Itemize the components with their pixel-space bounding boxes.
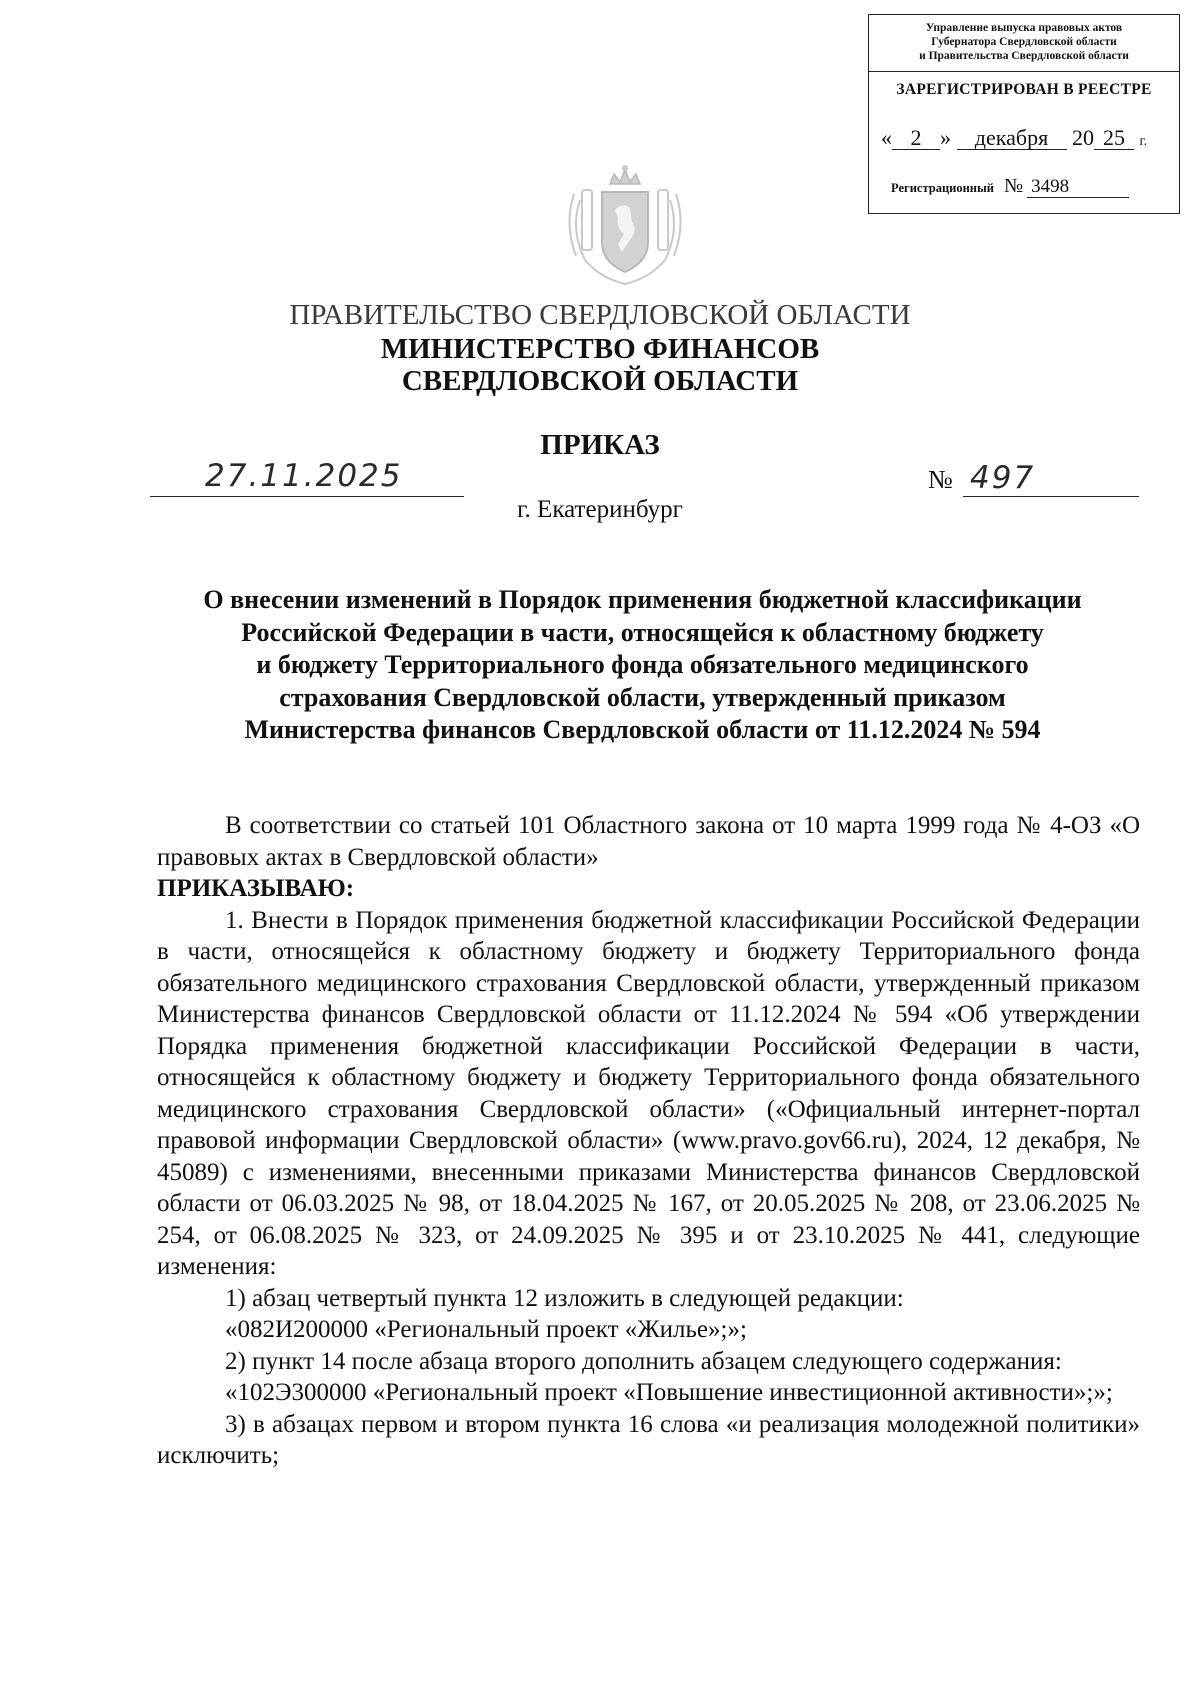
title-line: Министерства финансов Свердловской области от 11.12.2024 № 594 <box>244 715 1041 744</box>
coat-of-arms-emblem <box>560 160 690 290</box>
sub-item-2-text: «102Э300000 «Региональный проект «Повышение инвестиционной активности»;»; <box>225 1379 1113 1406</box>
sub-item-1-text: «082И200000 «Региональный проект «Жилье»;»; <box>225 1316 747 1343</box>
document-title <box>150 584 1135 747</box>
item-1: 1. Внести в Порядок применения бюджетной классификации Российской Федерации в части, относящейся к областному бюджету и бюджету Территориального фонда обязательного медицинского страхования Свердловской области, утвержденный приказом Министерства финансов Свердловской области от 11.12.2024 № 594 «Об утверждении Порядка применения бюджетной классификации Российской Федерации в части, относящейся к областному бюджету и бюджету Территориального фонда обязательного медицинского страхования Свердловской области» («Официальный интернет-портал правовой информации Свердловской области» (www.pravo.gov66.ru), 2024, 12 декабря, № 45089) с изменениями, внесенными приказами Министерства финансов Свердловской области от 06.03.2025 № 98, от 18.04.2025 № 167, от 20.05.2025 № 208, от 23.06.2025 № 254, от 06.08.2025 № 323, от 24.09.2025 № 395 и от 23.10.2025 № 441, следующие изменения: <box>157 906 1140 1280</box>
sub-item-2: 2) пункт 14 после абзаца второго дополнить абзацем следующего содержания: <box>225 1347 1062 1375</box>
document-body <box>157 810 1140 1472</box>
handwritten-number: 497 <box>970 460 1036 496</box>
stamp-org-line: Управление выпуска правовых актов <box>925 22 1123 34</box>
stamp-year-prefix: 20 <box>1072 125 1094 150</box>
stamp-reg-number: 3498 <box>1027 177 1129 198</box>
document-type: ПРИКАЗ <box>540 429 660 461</box>
stamp-number-sign: № <box>1003 175 1024 197</box>
stamp-divider <box>869 71 1179 72</box>
title-line: страхования Свердловской области, утвержденный приказом <box>279 682 1006 712</box>
title-line: и бюджету Территориального фонда обязательного медицинского <box>256 650 1029 679</box>
stamp-year-suffix: 25 <box>1094 127 1134 150</box>
registry-stamp <box>868 14 1180 214</box>
title-line: О внесении изменений в Порядок применения бюджетной классификации <box>203 585 1082 614</box>
region-heading: СВЕРДЛОВСКОЙ ОБЛАСТИ <box>401 365 799 397</box>
stamp-reg-number-line <box>891 175 1129 198</box>
stamp-organization <box>869 21 1179 63</box>
stamp-month: декабря <box>957 127 1067 150</box>
sub-item-1: 1) абзац четвертый пункта 12 изложить в следующей редакции: <box>225 1284 904 1312</box>
government-heading: ПРАВИТЕЛЬСТВО СВЕРДЛОВСКОЙ ОБЛАСТИ <box>289 299 911 331</box>
handwritten-date: 27.11.2025 <box>205 458 403 494</box>
stamp-org-line: Губернатора Свердловской области <box>931 36 1117 48</box>
stamp-org-line: и Правительства Свердловской области <box>919 50 1129 62</box>
stamp-quote-close: » <box>940 125 951 150</box>
stamp-reg-label: Регистрационный <box>891 181 994 195</box>
city: г. Екатеринбург <box>517 496 683 523</box>
sub-item-3: 3) в абзацах первом и втором пункта 16 слова «и реализация молодежной политики» исключить; <box>157 1410 1140 1469</box>
stamp-year-unit: г. <box>1139 134 1148 149</box>
preamble: В соответствии со статьей 101 Областного закона от 10 марта 1999 года № 4-ОЗ «О правовых актах в Свердловской области» <box>157 812 1140 871</box>
number-sign: № <box>928 465 953 494</box>
stamp-registered-label: ЗАРЕГИСТРИРОВАН В РЕЕСТРЕ <box>896 81 1152 98</box>
title-line: Российской Федерации в части, относящейся к областному бюджету <box>241 617 1044 647</box>
stamp-day: 2 <box>892 127 940 150</box>
stamp-quote-open: « <box>881 125 892 150</box>
stamp-date <box>881 125 1147 151</box>
ministry-heading: МИНИСТЕРСТВО ФИНАНСОВ <box>380 333 820 365</box>
order-word: ПРИКАЗЫВАЮ: <box>157 875 355 902</box>
